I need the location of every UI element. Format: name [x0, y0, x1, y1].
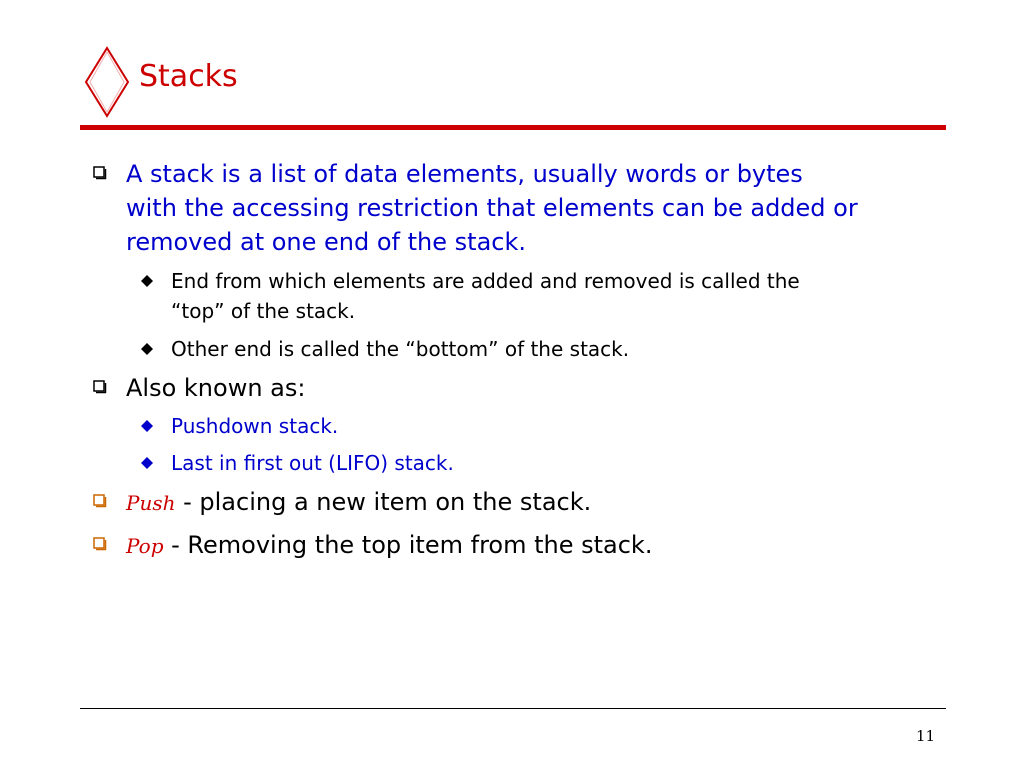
bullet-1-line-1: A stack is a list of data elements, usually words or bytes [126, 160, 803, 188]
bullet-2: Also known as: [126, 374, 306, 402]
square-bullet-icon [93, 380, 107, 394]
sub-bullet-1-1-line-2: “top” of the stack. [171, 299, 356, 323]
bullet-3 [126, 485, 591, 520]
diamond-bullet-icon [141, 275, 153, 287]
square-bullet-icon [93, 166, 107, 180]
diamond-bullet-icon [141, 457, 153, 469]
title-underline [80, 125, 946, 130]
pop-term: Pop [126, 534, 164, 558]
diamond-bullet-icon [141, 343, 153, 355]
square-bullet-icon [93, 494, 107, 508]
bullet-4 [126, 528, 652, 563]
slide-title: Stacks [139, 59, 238, 94]
diamond-icon [84, 46, 130, 118]
square-bullet-icon [93, 537, 107, 551]
sub-bullet-2-1: Pushdown stack. [171, 414, 339, 438]
sub-bullet-1-2: Other end is called the “bottom” of the stack. [171, 337, 630, 361]
bullet-1-line-2: with the accessing restriction that elements can be added or [126, 194, 858, 222]
push-definition: - placing a new item on the stack. [175, 488, 592, 516]
pop-definition: - Removing the top item from the stack. [163, 531, 653, 559]
diamond-bullet-icon [141, 420, 153, 432]
sub-bullet-2-2: Last in first out (LIFO) stack. [171, 451, 454, 475]
page-number: 11 [916, 727, 936, 745]
bullet-1-line-3: removed at one end of the stack. [126, 228, 526, 256]
push-term: Push [126, 491, 176, 515]
sub-bullet-1-1-line-1: End from which elements are added and removed is called the [171, 269, 800, 293]
footer-divider [80, 708, 946, 709]
